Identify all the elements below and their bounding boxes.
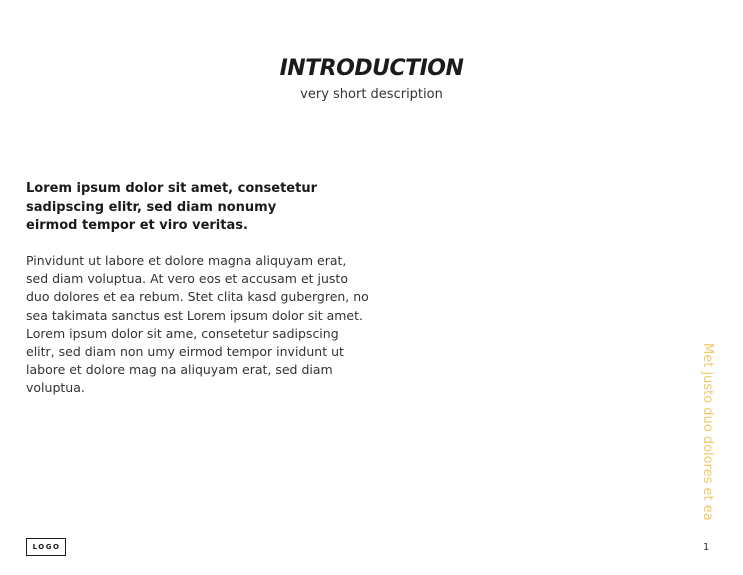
page-number: 1 [703,542,710,553]
logo: LOGO [26,538,66,556]
body-paragraph: Pinvidunt ut labore et dolore magna aliquyam erat, sed diam voluptua. At vero eos et accusam et justo duo dolores et ea rebum. Stet clita kasd gubergren, no sea takimata sanctus est Lorem ipsum dolor sit amet. Lorem ipsum dolor sit ame, consetetur sadipscing elitr, sed diam non umy eirmod tempor invidunt ut labore et dolore mag na aliquyam erat, sed diam voluptua. [26,253,369,396]
vertical-side-text: Met justo duo dolores et ea [700,343,715,521]
page-title: INTRODUCTION [279,56,464,81]
lead-paragraph: Lorem ipsum dolor sit amet, consetetur sadipscing elitr, sed diam nonumy eirmod tempor et viro veritas. [26,181,318,233]
page-subtitle: very short description [300,87,443,102]
